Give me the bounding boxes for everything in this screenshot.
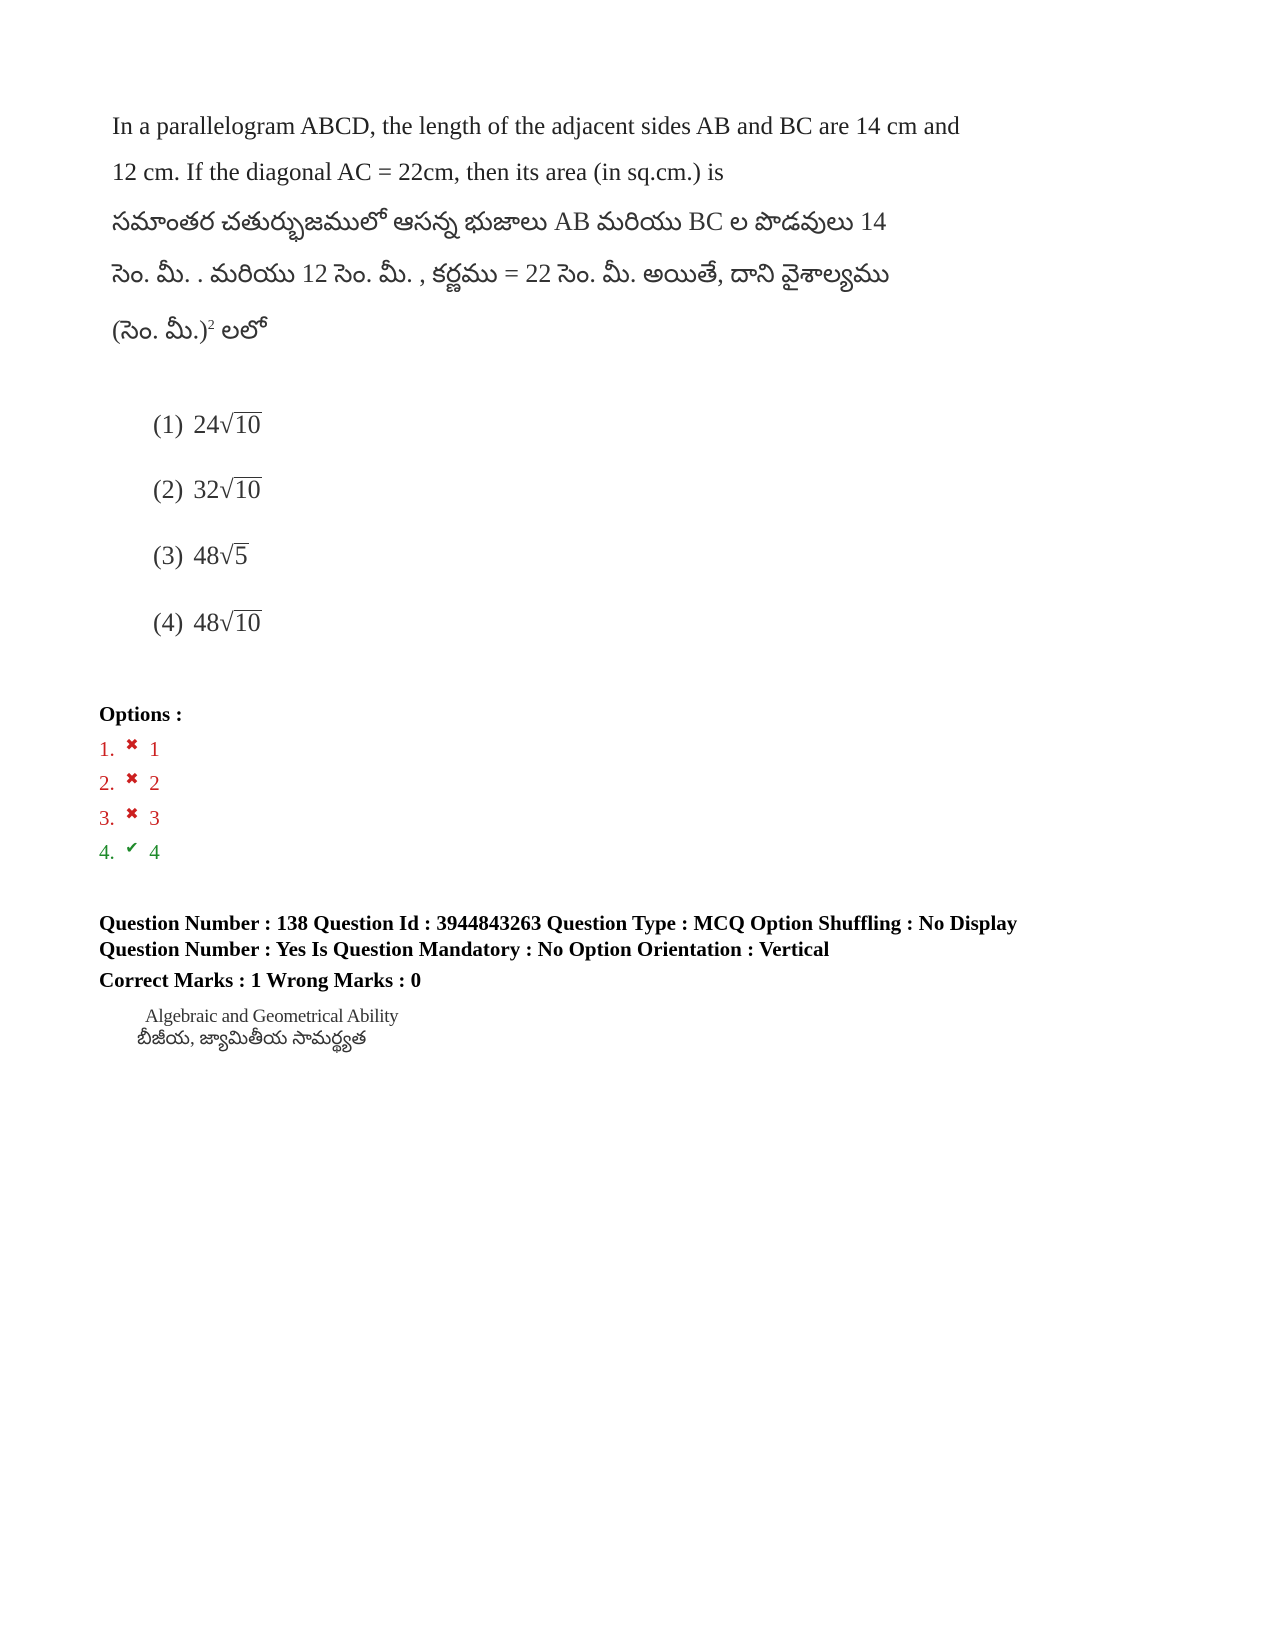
option-number: 2. [99, 771, 115, 795]
choice-coefficient: 32 [193, 475, 220, 504]
option-number: 4. [99, 840, 115, 864]
radicand: 10 [234, 475, 261, 504]
options-title: Options : [99, 702, 183, 726]
question-line-te-1: సమాంతర చతుర్భుజములో ఆసన్న భుజాలు AB మరియు BC ల పొడవులు 14 [112, 207, 887, 236]
choice-1 [153, 410, 262, 440]
cross-icon: ✖ [125, 771, 139, 788]
choice-4 [153, 608, 262, 638]
option-3 [99, 806, 160, 831]
marks-line: Correct Marks : 1 Wrong Marks : 0 [99, 968, 422, 992]
question-text [112, 104, 1052, 357]
unit-exponent: 2 [207, 318, 215, 333]
sqrt-symbol: √10 [219, 410, 261, 439]
subject-te: బీజీయ, జ్యామితీయ సామర్థ్యత [137, 1028, 367, 1049]
option-1 [99, 737, 160, 762]
radicand: 10 [234, 410, 261, 439]
sqrt-symbol: √5 [219, 541, 248, 570]
subject-label [137, 1006, 399, 1054]
choice-2 [153, 475, 262, 505]
option-value: 3 [149, 806, 160, 830]
check-icon: ✔ [125, 840, 139, 857]
question-line-te-2: సెం. మీ. . మరియు 12 సెం. మీ. , కర్ణము = 22 సెం. మీ. అయితే, దాని వైశాల్యము [112, 259, 890, 288]
option-value: 4 [149, 840, 160, 864]
cross-icon: ✖ [125, 737, 139, 754]
question-meta-line-2: Question Number : Yes Is Question Mandatory : No Option Orientation : Vertical [99, 937, 830, 961]
choice-coefficient: 24 [193, 410, 220, 439]
cross-icon: ✖ [125, 806, 139, 823]
option-2 [99, 771, 160, 796]
unit-text: (సెం. మీ.) [112, 315, 208, 345]
choice-label: (4) [153, 608, 184, 637]
choice-label: (1) [153, 410, 184, 439]
question-line-te-3 [112, 300, 1052, 357]
radicand: 10 [234, 608, 261, 637]
question-line-en-1: In a parallelogram ABCD, the length of the adjacent sides AB and BC are 14 cm and [112, 113, 960, 140]
question-line-en-2: 12 cm. If the diagonal AC = 22cm, then its area (in sq.cm.) is [112, 159, 724, 186]
question-meta-line-1: Question Number : 138 Question Id : 3944843263 Question Type : MCQ Option Shuffling : No Display [99, 911, 1018, 935]
option-value: 1 [149, 737, 160, 761]
subject-en: Algebraic and Geometrical Ability [145, 1006, 399, 1027]
unit-suffix: లలో [214, 315, 267, 345]
choice-label: (2) [153, 475, 184, 504]
choice-3 [153, 541, 249, 571]
choice-coefficient: 48 [193, 541, 220, 570]
option-number: 3. [99, 806, 115, 830]
choice-coefficient: 48 [193, 608, 220, 637]
option-value: 2 [149, 771, 160, 795]
sqrt-symbol: √10 [219, 608, 261, 637]
radicand: 5 [234, 541, 248, 570]
option-number: 1. [99, 737, 115, 761]
option-4 [99, 840, 160, 865]
choice-label: (3) [153, 541, 184, 570]
sqrt-symbol: √10 [219, 475, 261, 504]
